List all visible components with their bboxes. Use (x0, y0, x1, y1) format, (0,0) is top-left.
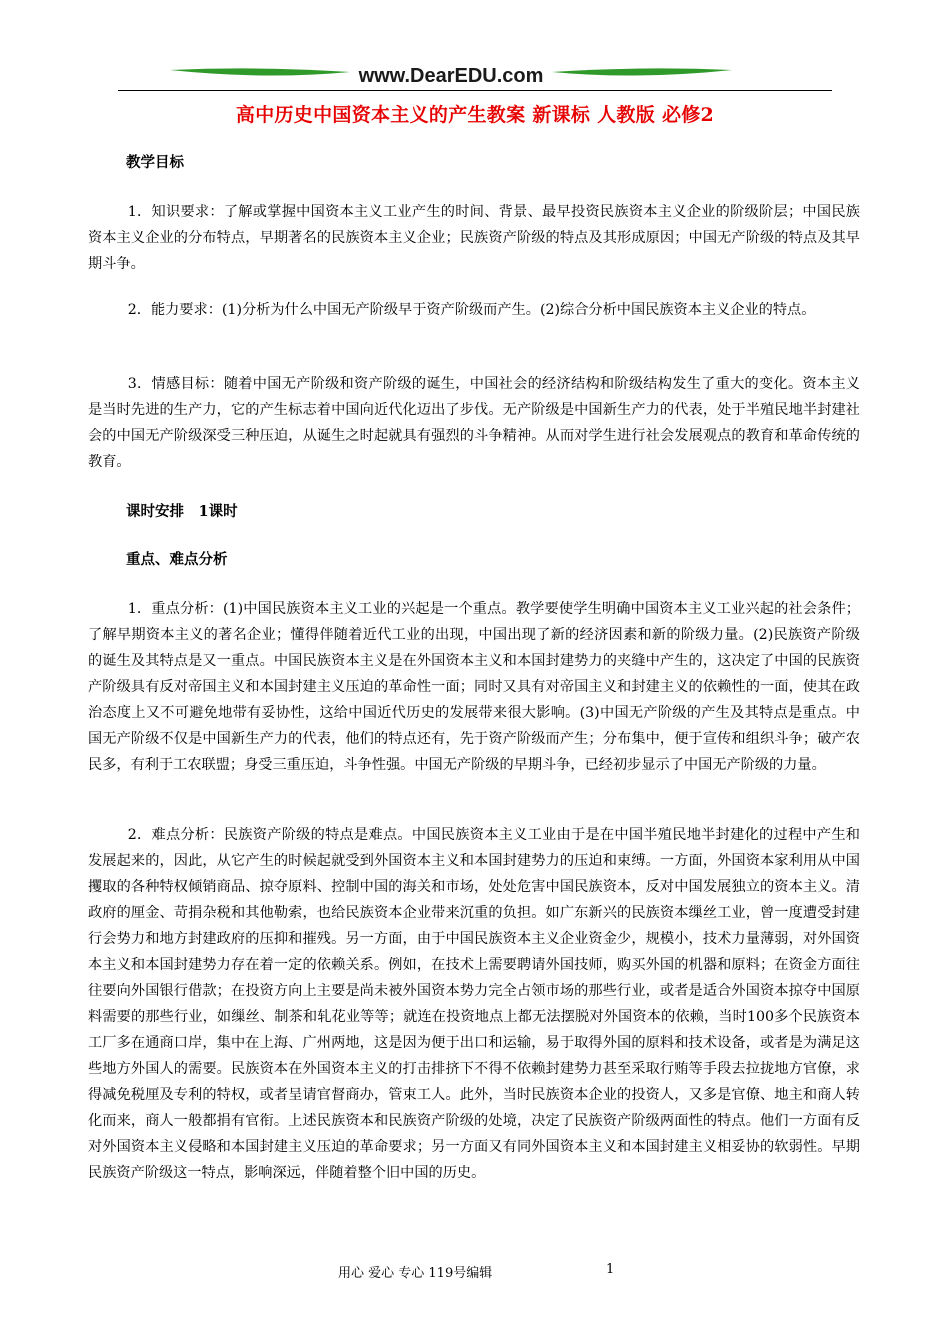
teaching-goals-heading: 教学目标 (126, 154, 184, 171)
document-title: 高中历史中国资本主义的产生教案 新课标 人教版 必修2 (235, 104, 715, 126)
banner-right-swoosh-icon (552, 68, 732, 75)
schedule-heading: 课时安排 1课时 (126, 503, 238, 520)
footer-text: 用心 爱心 专心 119号编辑 (338, 1266, 493, 1281)
goal-emotion-paragraph: 3．情感目标：随着中国无产阶级和资产阶级的诞生，中国社会的经济结构和阶级结构发生了重大的变化。资本主义是当时先进的生产力，它的产生标志着中国向近代化迈出了步伐。无产阶级是中国新生产力的代表，处于半殖民地半封建社会的中国无产阶级深受三种压迫，从诞生之时起就具有强烈的斗争精神。从而对学生进行社会发展观点的教育和革命传统的教育。 (88, 376, 860, 470)
page-number: 1 (606, 1262, 615, 1277)
site-url: www.DearEDU.com (358, 65, 544, 87)
key-points-heading: 重点、难点分析 (126, 551, 228, 568)
goal-ability-paragraph: 2．能力要求：(1)分析为什么中国无产阶级早于资产阶级而产生。(2)综合分析中国民族资本主义企业的特点。 (127, 302, 816, 318)
difficult-point-paragraph: 2．难点分析：民族资产阶级的特点是难点。中国民族资本主义工业由于是在中国半殖民地半封建化的过程中产生和发展起来的，因此，从它产生的时候起就受到外国资本主义和本国封建势力的压迫和束缚。一方面，外国资本家利用从中国攫取的各种特权倾销商品、掠夺原料、控制中国的海关和市场，处处危害中国民族资本，反对中国发展独立的资本主义。清政府的厘金、苛捐杂税和其他勒索，也给民族资本企业带来沉重的负担。如广东新兴的民族资本缫丝工业，曾一度遭受封建行会势力和地方封建政府的压抑和摧残。另一方面，由于中国民族资本主义企业资金少，规模小，技术力量薄弱，对外国资本主义和本国封建势力存在着一定的依赖关系。例如，在技术上需要聘请外国技师，购买外国的机器和原料；在资金方面往往要向外国银行借款；在投资方向上主要是尚未被外国资本势力完全占领市场的那些行业，或者是适合外国资本掠夺中国原料需要的那些行业，如缫丝、制茶和轧花业等等；就连在投资地点上都无法摆脱对外国资本的依赖，当时100多个民族资本工厂多在通商口岸，集中在上海、广州两地，这是因为便于出口和运输，易于取得外国的原料和技术设备，或者是为满足这些地方外国人的需要。民族资本在外国资本主义的打击排挤下不得不依赖封建势力甚至采取行贿等手段去拉拢地方官僚，求得减免税厘及专利的特权，或者呈请官督商办，管束工人。此外，当时民族资本企业的投资人，又多是官僚、地主和商人转化而来，商人一般都捐有官衔。上述民族资本和民族资产阶级的处境，决定了民族资产阶级两面性的特点。他们一方面有反对外国资本主义侵略和本国封建主义压迫的革命要求；另一方面又有同外国资本主义和本国封建主义相妥协的软弱性。早期民族资产阶级这一特点，影响深远，伴随着整个旧中国的历史。 (88, 827, 860, 1181)
header-divider (118, 90, 832, 91)
key-point-paragraph: 1．重点分析：(1)中国民族资本主义工业的兴起是一个重点。教学要使学生明确中国资本主义工业兴起的社会条件；了解早期资本主义的著名企业；懂得伴随着近代工业的出现，中国出现了新的经济因素和新的阶级力量。(2)民族资产阶级的诞生及其特点是又一重点。中国民族资本主义是在外国资本主义和本国封建势力的夹缝中产生的，这决定了中国的民族资产阶级具有反对帝国主义和本国封建主义压迫的革命性一面；同时又具有对帝国主义和封建主义的依赖性的一面，使其在政治态度上又不可避免地带有妥协性，这给中国近代历史的发展带来很大影响。(3)中国无产阶级的产生及其特点是重点。中国无产阶级不仅是中国新生产力的代表，他们的特点还有，先于资产阶级而产生；分布集中，便于宣传和组织斗争；破产农民多，有利于工农联盟；身受三重压迫，斗争性强。中国无产阶级的早期斗争，已经初步显示了中国无产阶级的力量。 (88, 601, 860, 773)
goal-knowledge-paragraph: 1．知识要求：了解或掌握中国资本主义工业产生的时间、背景、最早投资民族资本主义企业的阶级阶层；中国民族资本主义企业的分布特点，早期著名的民族资本主义企业；民族资产阶级的特点及其形成原因；中国无产阶级的特点及其早期斗争。 (88, 204, 860, 272)
banner-left-swoosh-icon (170, 68, 350, 75)
site-banner (170, 62, 732, 90)
